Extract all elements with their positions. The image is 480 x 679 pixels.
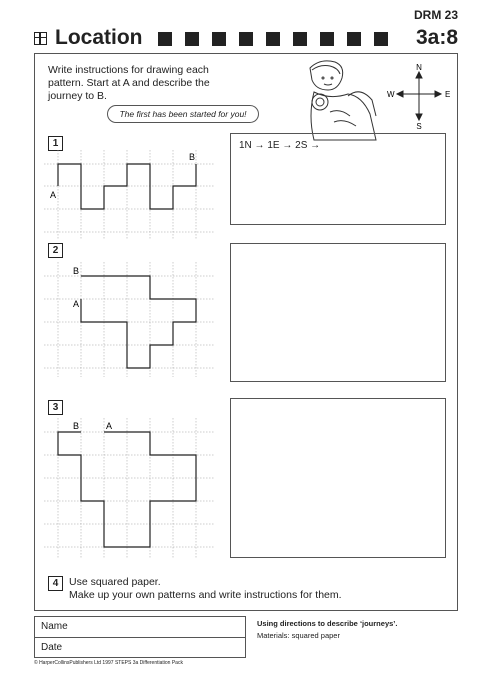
task-4: [48, 576, 342, 602]
task-4-line-2: Make up your own patterns and write instructions for them.: [69, 589, 342, 601]
task-1-number: 1: [48, 136, 63, 151]
task-3-answer-text: [231, 399, 445, 411]
page-title: [34, 26, 143, 50]
task-2-label-a: A: [73, 299, 80, 309]
date-field[interactable]: Date: [41, 642, 63, 653]
compass-west: W: [387, 90, 395, 99]
name-date-box: [34, 616, 246, 658]
note-materials: Materials: squared paper: [257, 631, 340, 640]
task-1-pattern-grid: [44, 150, 219, 240]
task-3-answer-box[interactable]: [230, 398, 446, 558]
task-3-label-b: B: [73, 421, 80, 431]
task-2-label-b: B: [73, 266, 80, 276]
instructions-text: Write instructions for drawing each pattern. Start at A and describe the journey to B.: [48, 64, 210, 102]
sheet-code: 3a:8: [415, 26, 458, 49]
decorative-squares: [158, 32, 388, 46]
task-2-answer-box[interactable]: [230, 243, 446, 382]
speech-bubble: The first has been started for you!: [107, 105, 259, 123]
page-title-text: Location: [55, 26, 143, 49]
task-1-label-a: A: [50, 190, 57, 200]
task-3-number: 3: [48, 400, 63, 415]
compass-south: S: [416, 122, 422, 131]
task-2-pattern-grid: [44, 262, 219, 377]
task-4-number: 4: [48, 576, 63, 591]
copyright: © HarperCollinsPublishers Ltd 1997 STEPS 3a Differentiation Pack: [34, 660, 183, 666]
task-2-number: 2: [48, 243, 63, 258]
grid-icon: [34, 32, 47, 45]
task-3-pattern-grid: [44, 418, 219, 563]
task-4-line-1: Use squared paper.: [69, 576, 161, 588]
sheet-reference: DRM 23: [413, 8, 458, 22]
name-field[interactable]: Name: [35, 617, 245, 638]
compass-north: N: [416, 63, 422, 72]
task-3-label-a: A: [106, 421, 113, 431]
task-2-answer-text: [231, 244, 445, 256]
compass-east: E: [445, 90, 451, 99]
task-1-label-b: B: [189, 152, 196, 162]
note-title: Using directions to describe ‘journeys’.: [257, 619, 398, 628]
task-1-answer-text: 1N → 1E → 2S →: [239, 140, 321, 151]
girl-with-compass-illustration: [290, 56, 385, 141]
task-1-answer-box[interactable]: [230, 133, 446, 225]
compass-rose: [383, 62, 455, 132]
teacher-notes: [257, 618, 397, 642]
